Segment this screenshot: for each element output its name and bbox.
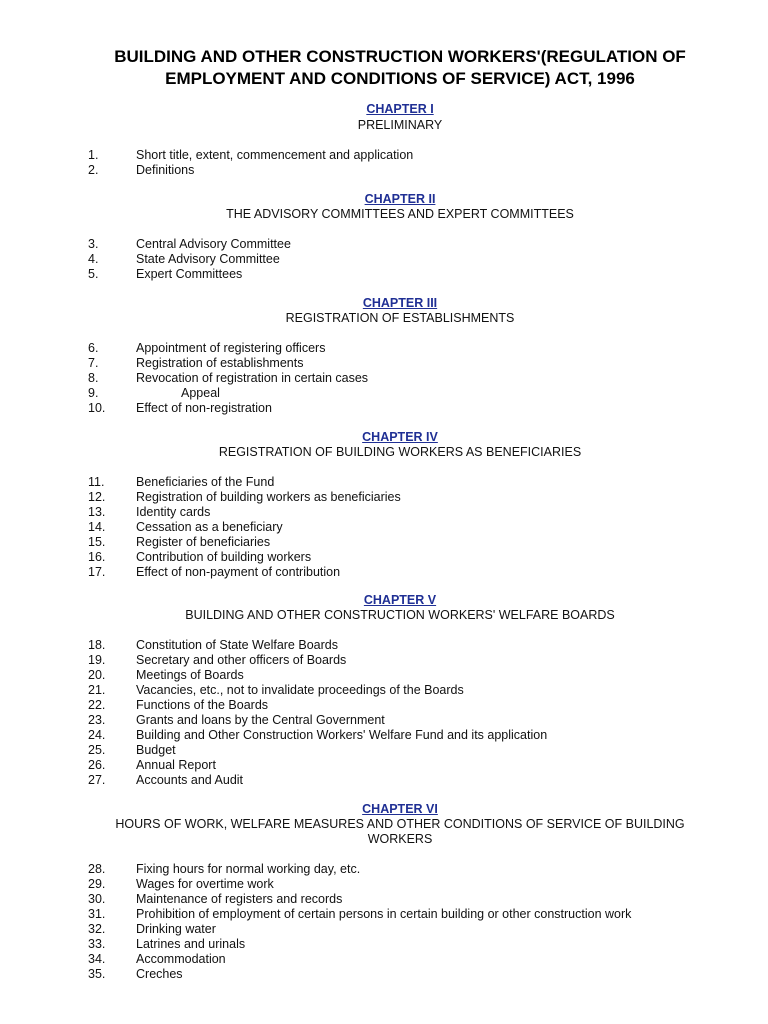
section-number: 20.	[88, 668, 106, 682]
section-number: 3.	[88, 237, 99, 251]
section-number: 23.	[88, 713, 106, 727]
section-title: Grants and loans by the Central Government	[136, 713, 385, 727]
section-number: 26.	[88, 758, 106, 772]
toc-item	[88, 713, 708, 728]
section-number: 13.	[88, 505, 106, 519]
section-number: 18.	[88, 638, 106, 652]
section-number: 15.	[88, 535, 106, 549]
chapter-5-subtitle: BUILDING AND OTHER CONSTRUCTION WORKERS' WELFARE BOARDS	[185, 608, 615, 622]
section-title: Central Advisory Committee	[136, 237, 291, 251]
section-number: 35.	[88, 967, 106, 981]
section-title: Prohibition of employment of certain persons in certain building or other construction work	[136, 907, 632, 921]
section-number: 25.	[88, 743, 106, 757]
toc-item	[88, 237, 708, 252]
document-title-line-2: EMPLOYMENT AND CONDITIONS OF SERVICE) ACT, 1996	[165, 69, 635, 88]
section-number: 6.	[88, 341, 99, 355]
toc-item	[88, 638, 708, 653]
toc-item	[88, 952, 708, 967]
toc-item	[88, 565, 708, 580]
toc-item	[88, 252, 708, 267]
section-number: 17.	[88, 565, 106, 579]
section-number: 9.	[88, 386, 99, 400]
section-number: 8.	[88, 371, 99, 385]
section-number: 7.	[88, 356, 99, 370]
section-title: Latrines and urinals	[136, 937, 246, 951]
section-title: Expert Committees	[136, 267, 243, 281]
section-title: Registration of building workers as beneficiaries	[136, 490, 401, 504]
toc-item	[88, 743, 708, 758]
section-title: Building and Other Construction Workers' Welfare Fund and its application	[136, 728, 548, 742]
section-title: Appeal	[181, 386, 220, 400]
section-title: Fixing hours for normal working day, etc.	[136, 862, 361, 876]
toc-item	[88, 773, 708, 788]
section-title: Wages for overtime work	[136, 877, 274, 891]
section-title: Constitution of State Welfare Boards	[136, 638, 338, 652]
toc-item	[88, 475, 708, 490]
section-title: Short title, extent, commencement and application	[136, 148, 414, 162]
section-title: Appointment of registering officers	[136, 341, 326, 355]
section-number: 11.	[88, 475, 105, 489]
section-title: Identity cards	[136, 505, 211, 519]
toc-item	[88, 267, 708, 282]
toc-item	[88, 520, 708, 535]
chapter-2-heading[interactable]: CHAPTER II	[364, 192, 436, 206]
toc-item	[88, 535, 708, 550]
section-title: Register of beneficiaries	[136, 535, 271, 549]
section-number: 32.	[88, 922, 106, 936]
section-title: Creches	[136, 967, 183, 981]
section-title: Maintenance of registers and records	[136, 892, 343, 906]
toc-item	[88, 148, 708, 163]
section-title: Budget	[136, 743, 176, 757]
chapter-6-subtitle-line-2: WORKERS	[367, 832, 433, 846]
toc-item	[88, 490, 708, 505]
toc-item	[88, 907, 708, 922]
chapter-3-subtitle: REGISTRATION OF ESTABLISHMENTS	[285, 311, 515, 325]
section-number: 21.	[88, 683, 106, 697]
section-title: Effect of non-registration	[136, 401, 272, 415]
section-number: 30.	[88, 892, 106, 906]
toc-item	[88, 356, 708, 371]
section-number: 31.	[88, 907, 106, 921]
toc-item	[88, 698, 708, 713]
section-title: State Advisory Committee	[136, 252, 280, 266]
section-number: 1.	[88, 148, 99, 162]
section-title: Beneficiaries of the Fund	[136, 475, 275, 489]
chapter-6-heading[interactable]: CHAPTER VI	[362, 802, 438, 816]
section-number: 16.	[88, 550, 106, 564]
section-title: Accommodation	[136, 952, 226, 966]
toc-item	[88, 937, 708, 952]
chapter-1-subtitle: PRELIMINARY	[357, 118, 443, 132]
section-number: 10.	[88, 401, 106, 415]
section-number: 33.	[88, 937, 106, 951]
toc-item	[88, 371, 708, 386]
toc-item	[88, 877, 708, 892]
toc-item	[88, 922, 708, 937]
chapter-5-heading[interactable]: CHAPTER V	[363, 593, 437, 607]
chapter-4-heading[interactable]: CHAPTER IV	[362, 430, 438, 444]
toc-item	[88, 862, 708, 877]
section-number: 22.	[88, 698, 106, 712]
toc-item	[88, 758, 708, 773]
toc-item	[88, 550, 708, 565]
section-number: 24.	[88, 728, 106, 742]
toc-item	[88, 892, 708, 907]
section-title: Effect of non-payment of contribution	[136, 565, 341, 579]
toc-item	[88, 401, 708, 416]
section-number: 4.	[88, 252, 99, 266]
toc-item	[88, 505, 708, 520]
toc-item	[88, 653, 708, 668]
toc-item	[88, 728, 708, 743]
chapter-6-subtitle-line-1: HOURS OF WORK, WELFARE MEASURES AND OTHER CONDITIONS OF SERVICE OF BUILDING	[115, 817, 685, 831]
section-number: 2.	[88, 163, 99, 177]
chapter-1-heading[interactable]: CHAPTER I	[366, 102, 434, 116]
toc-item	[88, 683, 708, 698]
section-title: Vacancies, etc., not to invalidate proceedings of the Boards	[136, 683, 464, 697]
toc-item	[88, 163, 708, 178]
chapter-4-subtitle: REGISTRATION OF BUILDING WORKERS AS BENEFICIARIES	[218, 445, 582, 459]
section-title: Revocation of registration in certain cases	[136, 371, 369, 385]
section-number: 28.	[88, 862, 106, 876]
toc-item	[88, 668, 708, 683]
section-number: 5.	[88, 267, 99, 281]
chapter-3-heading[interactable]: CHAPTER III	[362, 296, 438, 310]
section-title: Meetings of Boards	[136, 668, 244, 682]
toc-item	[88, 967, 708, 982]
chapter-2-subtitle: THE ADVISORY COMMITTEES AND EXPERT COMMITTEES	[226, 207, 574, 221]
section-title: Registration of establishments	[136, 356, 304, 370]
section-title: Annual Report	[136, 758, 216, 772]
document-title	[60, 46, 740, 90]
section-number: 19.	[88, 653, 106, 667]
section-number: 12.	[88, 490, 106, 504]
section-title: Accounts and Audit	[136, 773, 244, 787]
section-number: 14.	[88, 520, 106, 534]
section-title: Contribution of building workers	[136, 550, 312, 564]
section-number: 29.	[88, 877, 106, 891]
section-title: Definitions	[136, 163, 195, 177]
section-title: Cessation as a beneficiary	[136, 520, 283, 534]
section-title: Functions of the Boards	[136, 698, 269, 712]
document-title-line-1: BUILDING AND OTHER CONSTRUCTION WORKERS'(REGULATION OF	[114, 47, 686, 66]
section-number: 34.	[88, 952, 106, 966]
section-title: Secretary and other officers of Boards	[136, 653, 347, 667]
toc-item	[88, 386, 708, 401]
toc-item	[88, 341, 708, 356]
section-number: 27.	[88, 773, 106, 787]
section-title: Drinking water	[136, 922, 216, 936]
